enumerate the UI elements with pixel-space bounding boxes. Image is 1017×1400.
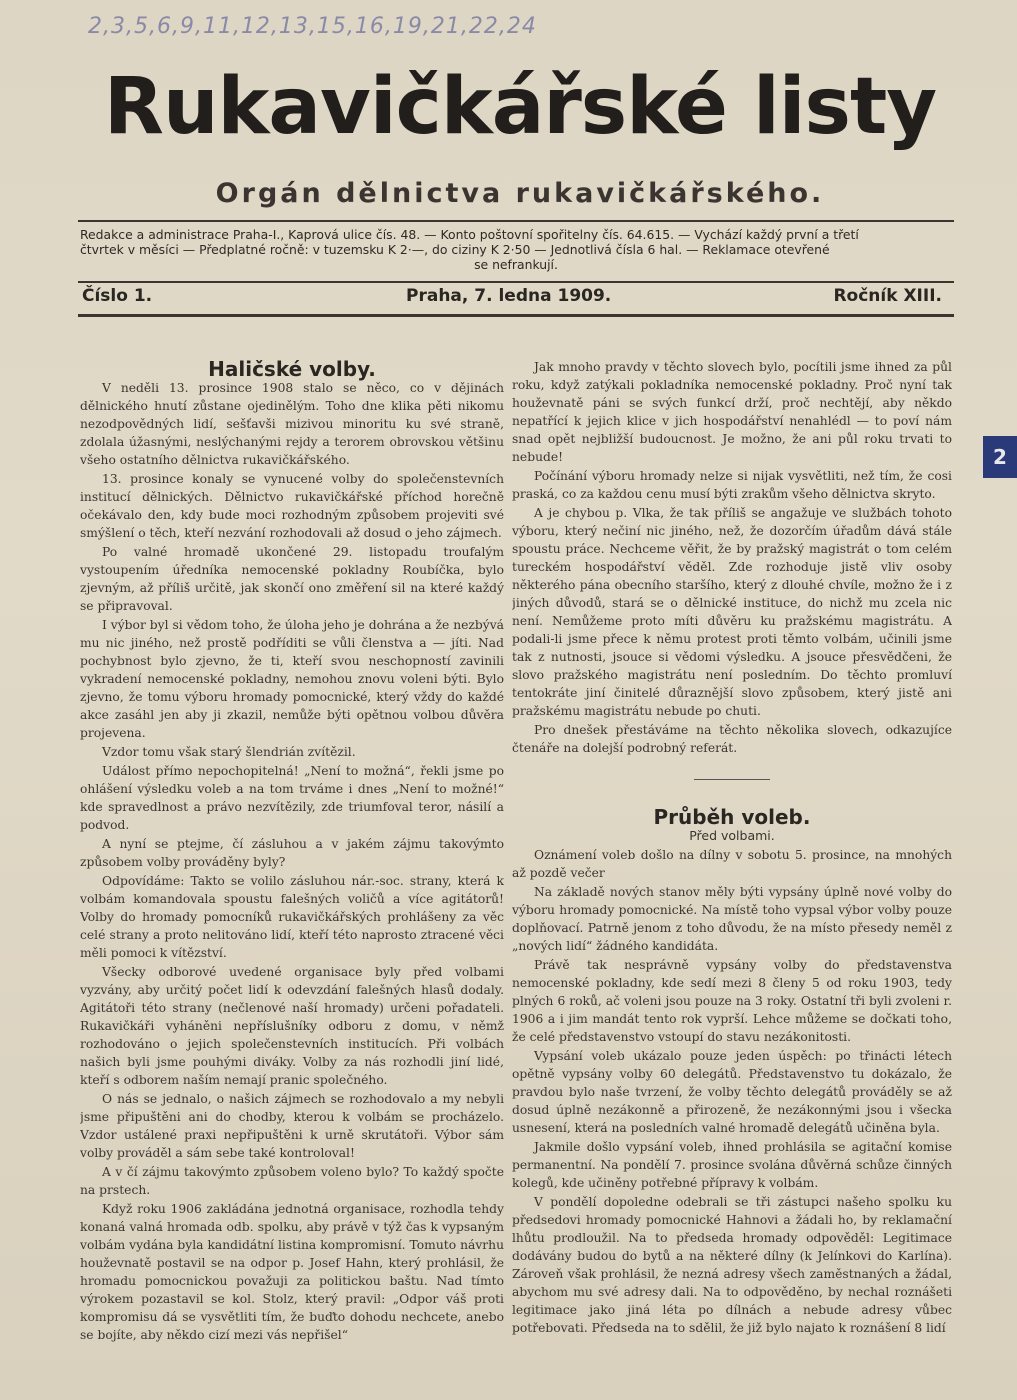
issue-rule-top (78, 281, 954, 283)
paragraph: Vzdor tomu však starý šlendrián zvítězil. (102, 745, 356, 759)
top-rule (78, 220, 954, 222)
paragraph: Počínání výboru hromady nelze si nijak vysvětliti, než tím, že cosi praská, co za každou cenu musí býti zrakům všeho dělnictva skryto. (512, 469, 952, 501)
paragraph: A je chybou p. Vlka, že tak příliš se angažuje ve službách tohoto výboru, který nečiní nic jiného, než, že dozorčím úřadům dává stále spoustu práce. Nechceme věřit, že by pražský magistrát o tom celém tureckém hospodářství věděl. Zde rozhoduje jistě vliv osoby některého pána obecního staršího, který z dlouhé chvíle, možno že i z jiných důvodů, stará se o dělnické instituce, do nichž mu zcela nic není. Nemůžeme proto míti důvěru ku pražskému magistrátu. A podali-li jsme přece k němu protest proti těmto volbám, učinili jsme tak z nutnosti, jsouce si vědomi výsledku. A jsouce přesvědčeni, že slovo pražského magistrátu není posledním. Do těchto promluví tentokráte jiní činitelé důraznější slovo způsobem, který jistě ani pražskému magistrátu nebude po chuti. (512, 506, 952, 718)
info-line: se nefrankují. (474, 257, 558, 272)
section-subtitle: Před volbami. (689, 828, 775, 843)
issue-rule-bottom (78, 314, 954, 317)
paragraph: Všecky odborové uvedené organisace byly před volbami vyzvány, aby určitý počet lidí k odevzdání falešných hlasů dodaly. Agitátoři této strany (nečlenové naší hromady) určeni pořadateli. Rukavičkáři vyháněni nepříslušníky odboru z domu, v němž rozhodováno o jejich společenstevních institucích. Při volbách našich byli jsme pouhými diváky. Volby za nás rozhodli jiní lidé, kteří s odborem naším nemají pranic společného. (80, 965, 504, 1087)
paragraph: I výbor byl si vědom toho, že úloha jeho je dohrána a že nezbývá mu nic jiného, než prostě podříditi se vůli členstva a — jíti. Nad pochybnost bylo zjevno, že ti, kteří svou neschopností zavinili vykradení nemocenské pokladny, nemohou znovu voleni býti. Bylo zjevno, že tomu výboru hromady pomocnické, který vždy do každé akce zasáhl jen aby ji zkazil, nemůže býti opětnou volbou důvěra projevena. (80, 618, 504, 740)
handwritten-note: 2,3,5,6,9,11,12,13,15,16,19,21,22,24 (88, 14, 537, 39)
paragraph: Právě tak nesprávně vypsány volby do představenstva nemocenské pokladny, kde sedí mezi 8 členy 5 od roku 1903, tedy plných 6 roků, ač voleni jsou pouze na 3 roky. Ostatní tři byli zvoleni r. 1906 a i jim mandát tento rok vyprší. Lehce můžeme se dočkati toho, že celé představenstvo vstoupí do stavu nezákonitosti. (512, 958, 952, 1044)
paragraph: Vypsání voleb ukázalo pouze jeden úspěch: po třinácti létech opětně vypsány volby 60 delegátů. Představenstvo tu dokázalo, že pravdou bylo naše tvrzení, že volby těchto delegátů prováděly se až dosud úplně nezákonně a přirozeně, že nezákonnými jsou i všecka usnesení, která na posledních valné hromadě delegátů učiněna byla. (512, 1049, 952, 1135)
paragraph: Jakmile došlo vypsání voleb, ihned prohlásila se agitační komise permanentní. Na pondělí 7. prosince svolána důvěrná schůze činných kolegů, kde učiněny potřebné přípravy k volbám. (512, 1140, 952, 1190)
issue-date: Praha, 7. ledna 1909. (406, 286, 612, 306)
paragraph: Odpovídáme: Takto se volilo zásluhou nár.-soc. strany, která k volbám komandovala spoustu falešných voličů a více agitátorů! Volby do hromady pomocníků rukavičkářských prohlášeny za věc celé strany a proto nelitováno lidí, kteří této naprosto ztracené věci měli pomoci k vítězství. (80, 874, 504, 960)
info-line: Redakce a administrace Praha-I., Kaprová ulice čís. 48. — Konto poštovní spořitelny čís. 64.615. — Vychází každý první a třetí (80, 227, 859, 242)
paragraph: 13. prosince konaly se vynucené volby do společenstevních institucí dělnických. Dělnictvo rukavičkářské příchod horečně očekávalo den, kdy bude moci rozhodným způsobem projeviti své smýšlení o těch, kteří nezvání rozhodovali až dosud o jeho zájmech. (80, 472, 504, 540)
paragraph: V pondělí dopoledne odebrali se tři zástupci našeho spolku ku předsedovi hromady pomocnické Hahnovi a žádali ho, by reklamační lhůtu prodloužil. Na to předseda hromady odpověděl: Legitimace dodávány budou do bytů a na některé dílny (k Jelínkovi do Karlína). Zároveň však prohlásil, že nezná adresy všech zaměstnaných a žádal, abychom mu své adresy dali. Na to odpověděno, by nechal roznášeti legitimace jako jiná léta po dílnách a nebude adresy vůbec potřebovati. Předseda na to sdělil, že již bylo najato k roznášení 8 lidí (512, 1195, 952, 1335)
issue-bar (80, 286, 952, 310)
info-line: čtvrtek v měsíci — Předplatné ročně: v tuzemsku K 2·—, do ciziny K 2·50 — Jednotlivá čísla 6 hal. — Reklamace otevřené (80, 242, 830, 257)
paragraph: A nyní se ptejme, čí zásluhou a v jakém zájmu takovýmto způsobem volby prováděny byly? (80, 837, 504, 869)
paragraph: O nás se jednalo, o našich zájmech se rozhodovalo a my nebyli jsme připuštěni ani do chodby, kterou k volbám se procházelo. Vzdor ustálené praxi nepřipuštěni k urně skrutátoři. Výbor sám volby prováděl a sám sebe také kontroloval! (80, 1092, 504, 1160)
paragraph: Na základě nových stanov měly býti vypsány úplně nové volby do výboru hromady pomocnické. Na místě toho vypsal výbor volby pouze doplňovací. Patrně jenom z toho důvodu, že na místo přesedy neměl z „nových lidí“ žádného kandidáta. (512, 885, 952, 953)
publication-info (80, 227, 952, 272)
paragraph: Oznámení voleb došlo na dílny v sobotu 5. prosince, na mnohých až pozdě večer (512, 848, 952, 880)
paragraph: Po valné hromadě ukončené 29. listopadu troufalým vystoupením úředníka nemocenské pokladny Roubíčka, bylo zjevným, až příliš určitě, jak skončí ono změření sil na které každý se připravoval. (80, 545, 504, 613)
paragraph: Událost přímo nepochopitelná! „Není to možná“, řekli jsme po ohlášení výsledku voleb a na tom trváme i dnes „Není to možné!“ kde spravedlnost a právo nezvítězily, zde triumfoval teror, násilí a podvod. (80, 764, 504, 832)
paragraph: Když roku 1906 zakládána jednotná organisace, rozhodla tehdy konaná valná hromada odb. spolku, aby právě v týž čas k vypsaným volbám vydána byla kandidátní listina kompromisní. Tomuto návrhu houževnatě postavil se na odpor p. Josef Hahn, který prohlásil, že hromadu pomocnickou považuji za politickou baštu. Nad tímto výrokem pozastavil se kol. Stolz, který pravil: „Odpor váš proti kompromisu dá se vysvětliti tím, že buďto dohodu nechcete, anebo se bojíte, aby někdo cizí mezi vás nepřišel“ (80, 1202, 504, 1342)
article-title: Průběh voleb. (653, 805, 811, 829)
column-left (80, 360, 504, 1400)
masthead-title: Rukavičkářské listy (103, 62, 937, 152)
paragraph: A v čí zájmu takovýmto způsobem voleno bylo? To každý spočte na prstech. (80, 1165, 504, 1197)
article-title: Haličské volby. (208, 360, 376, 381)
library-stamp: 2 (983, 436, 1017, 478)
paragraph: Jak mnoho pravdy v těchto slovech bylo, pocítili jsme ihned za půl roku, když zatýkali pokladníka nemocenské pokladny. Proč nyní tak houževnatě páni se svých funkcí drží, proč nechtějí, aby někdo nepatřící k jejich klice v jich hospodářství nenahlédl — to poví nám snad opět nejbližší budoucnost. Je možno, že ani půl roku trvati to nebude! (512, 360, 952, 464)
paragraph: Pro dnešek přestáváme na těchto několika slovech, odkazujíce čtenáře na dolejší podrobný referát. (512, 723, 952, 755)
column-right (512, 358, 952, 1398)
paragraph: V neděli 13. prosince 1908 stalo se něco, co v dějinách dělnického hnutí zůstane ojedinělým. Toho dne klika pěti nikomu nezodpovědných lidí, sešťavši mizivou minoritu ku své straně, zdolala úžasnými, neslýchanými rejdy a terorem obrovskou většinu všeho ostatního dělnictva rukavičkářského. (80, 381, 504, 467)
issue-number: Číslo 1. (82, 286, 153, 306)
masthead-subtitle: Orgán dělnictva rukavičkářského. (215, 178, 825, 209)
article-separator (694, 779, 770, 780)
issue-volume: Ročník XIII. (833, 286, 942, 306)
